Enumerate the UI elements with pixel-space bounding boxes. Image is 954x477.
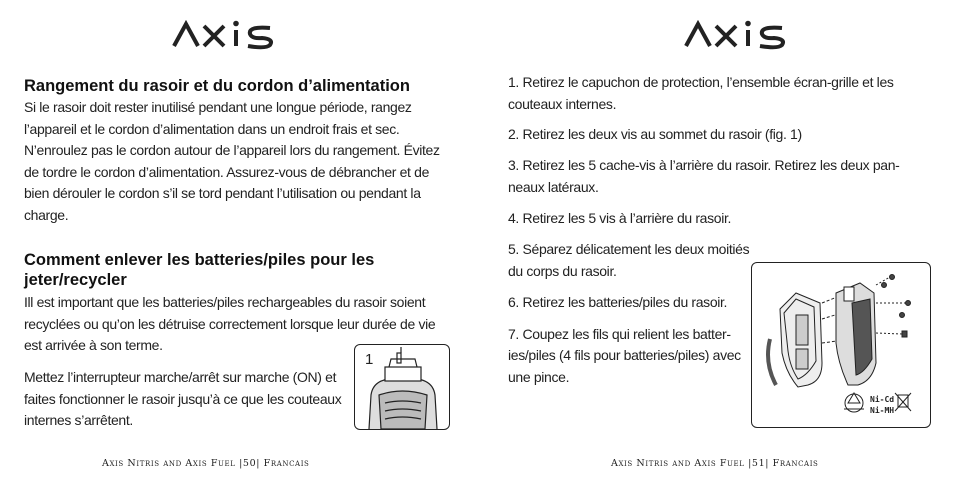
figure-1 bbox=[354, 344, 450, 430]
step-line: neaux latéraux. bbox=[508, 178, 599, 195]
figure-exploded-view bbox=[751, 262, 931, 428]
right-footer: Axis Nitris and Axis Fuel |51| Francais bbox=[611, 458, 819, 469]
storage-line: charge. bbox=[24, 206, 69, 223]
shaver-top-illustration bbox=[355, 345, 449, 429]
battery-line: recyclées ou qu’on les détruise correctement lorsque leur durée de vie bbox=[24, 315, 436, 332]
storage-heading: Rangement du rasoir et du cordon d’alimentation bbox=[24, 77, 410, 95]
axis-logo bbox=[170, 20, 280, 50]
storage-line: N’enroulez pas le cordon autour de l’appareil lors du rangement. Évitez bbox=[24, 142, 440, 158]
step-line: 5. Séparez délicatement les deux moitiés bbox=[508, 241, 750, 257]
step-line: 1. Retirez le capuchon de protection, l’ensemble écran-grille et les bbox=[508, 74, 894, 90]
step-line: une pince. bbox=[508, 368, 570, 385]
storage-line: de tordre le cordon d’alimentation. Assurez-vous de débrancher et de bbox=[24, 163, 430, 180]
left-footer: Axis Nitris and Axis Fuel |50| Francais bbox=[102, 458, 310, 469]
storage-line: Si le rasoir doit rester inutilisé pendant une longue période, rangez bbox=[24, 99, 412, 115]
step-line: couteaux internes. bbox=[508, 95, 617, 112]
battery-line: internes s’arrêtent. bbox=[24, 412, 133, 428]
battery-line: Mettez l’interrupteur marche/arrêt sur marche (ON) et bbox=[24, 369, 337, 385]
nimh-label: Ni-MH bbox=[870, 406, 895, 415]
step-line: 7. Coupez les fils qui relient les batter- bbox=[508, 325, 731, 342]
step-line: 6. Retirez les batteries/piles du rasoir. bbox=[508, 294, 728, 310]
battery-heading: jeter/recycler bbox=[24, 271, 127, 289]
battery-line: est arrivée à son terme. bbox=[24, 337, 163, 353]
battery-heading: Comment enlever les batteries/piles pour les bbox=[24, 251, 375, 269]
right-page bbox=[477, 0, 954, 477]
battery-line: faites fonctionner le rasoir jusqu’à ce que les couteaux bbox=[24, 390, 342, 407]
shaver-exploded-illustration bbox=[752, 263, 930, 427]
battery-line: Ill est important que les batteries/piles rechargeables du rasoir soient bbox=[24, 294, 426, 310]
axis-logo bbox=[682, 20, 792, 50]
storage-line: l’appareil et le cordon d’alimentation dans un endroit frais et sec. bbox=[24, 120, 400, 137]
step-line: 4. Retirez les 5 vis à l’arrière du rasoir. bbox=[508, 209, 732, 226]
nicd-label: Ni-Cd bbox=[870, 395, 895, 404]
storage-line: bien dérouler le cordon s’il se tord pendant l’utilisation ou pendant la bbox=[24, 185, 421, 201]
step-line: du corps du rasoir. bbox=[508, 262, 617, 279]
step-line: 2. Retirez les deux vis au sommet du rasoir (fig. 1) bbox=[508, 126, 802, 142]
step-line: 3. Retirez les 5 cache-vis à l’arrière du rasoir. Retirez les deux pan- bbox=[508, 157, 900, 173]
step-line: ies/piles (4 fils pour batteries/piles) avec bbox=[508, 347, 741, 363]
figure-number: 1 bbox=[365, 351, 374, 368]
